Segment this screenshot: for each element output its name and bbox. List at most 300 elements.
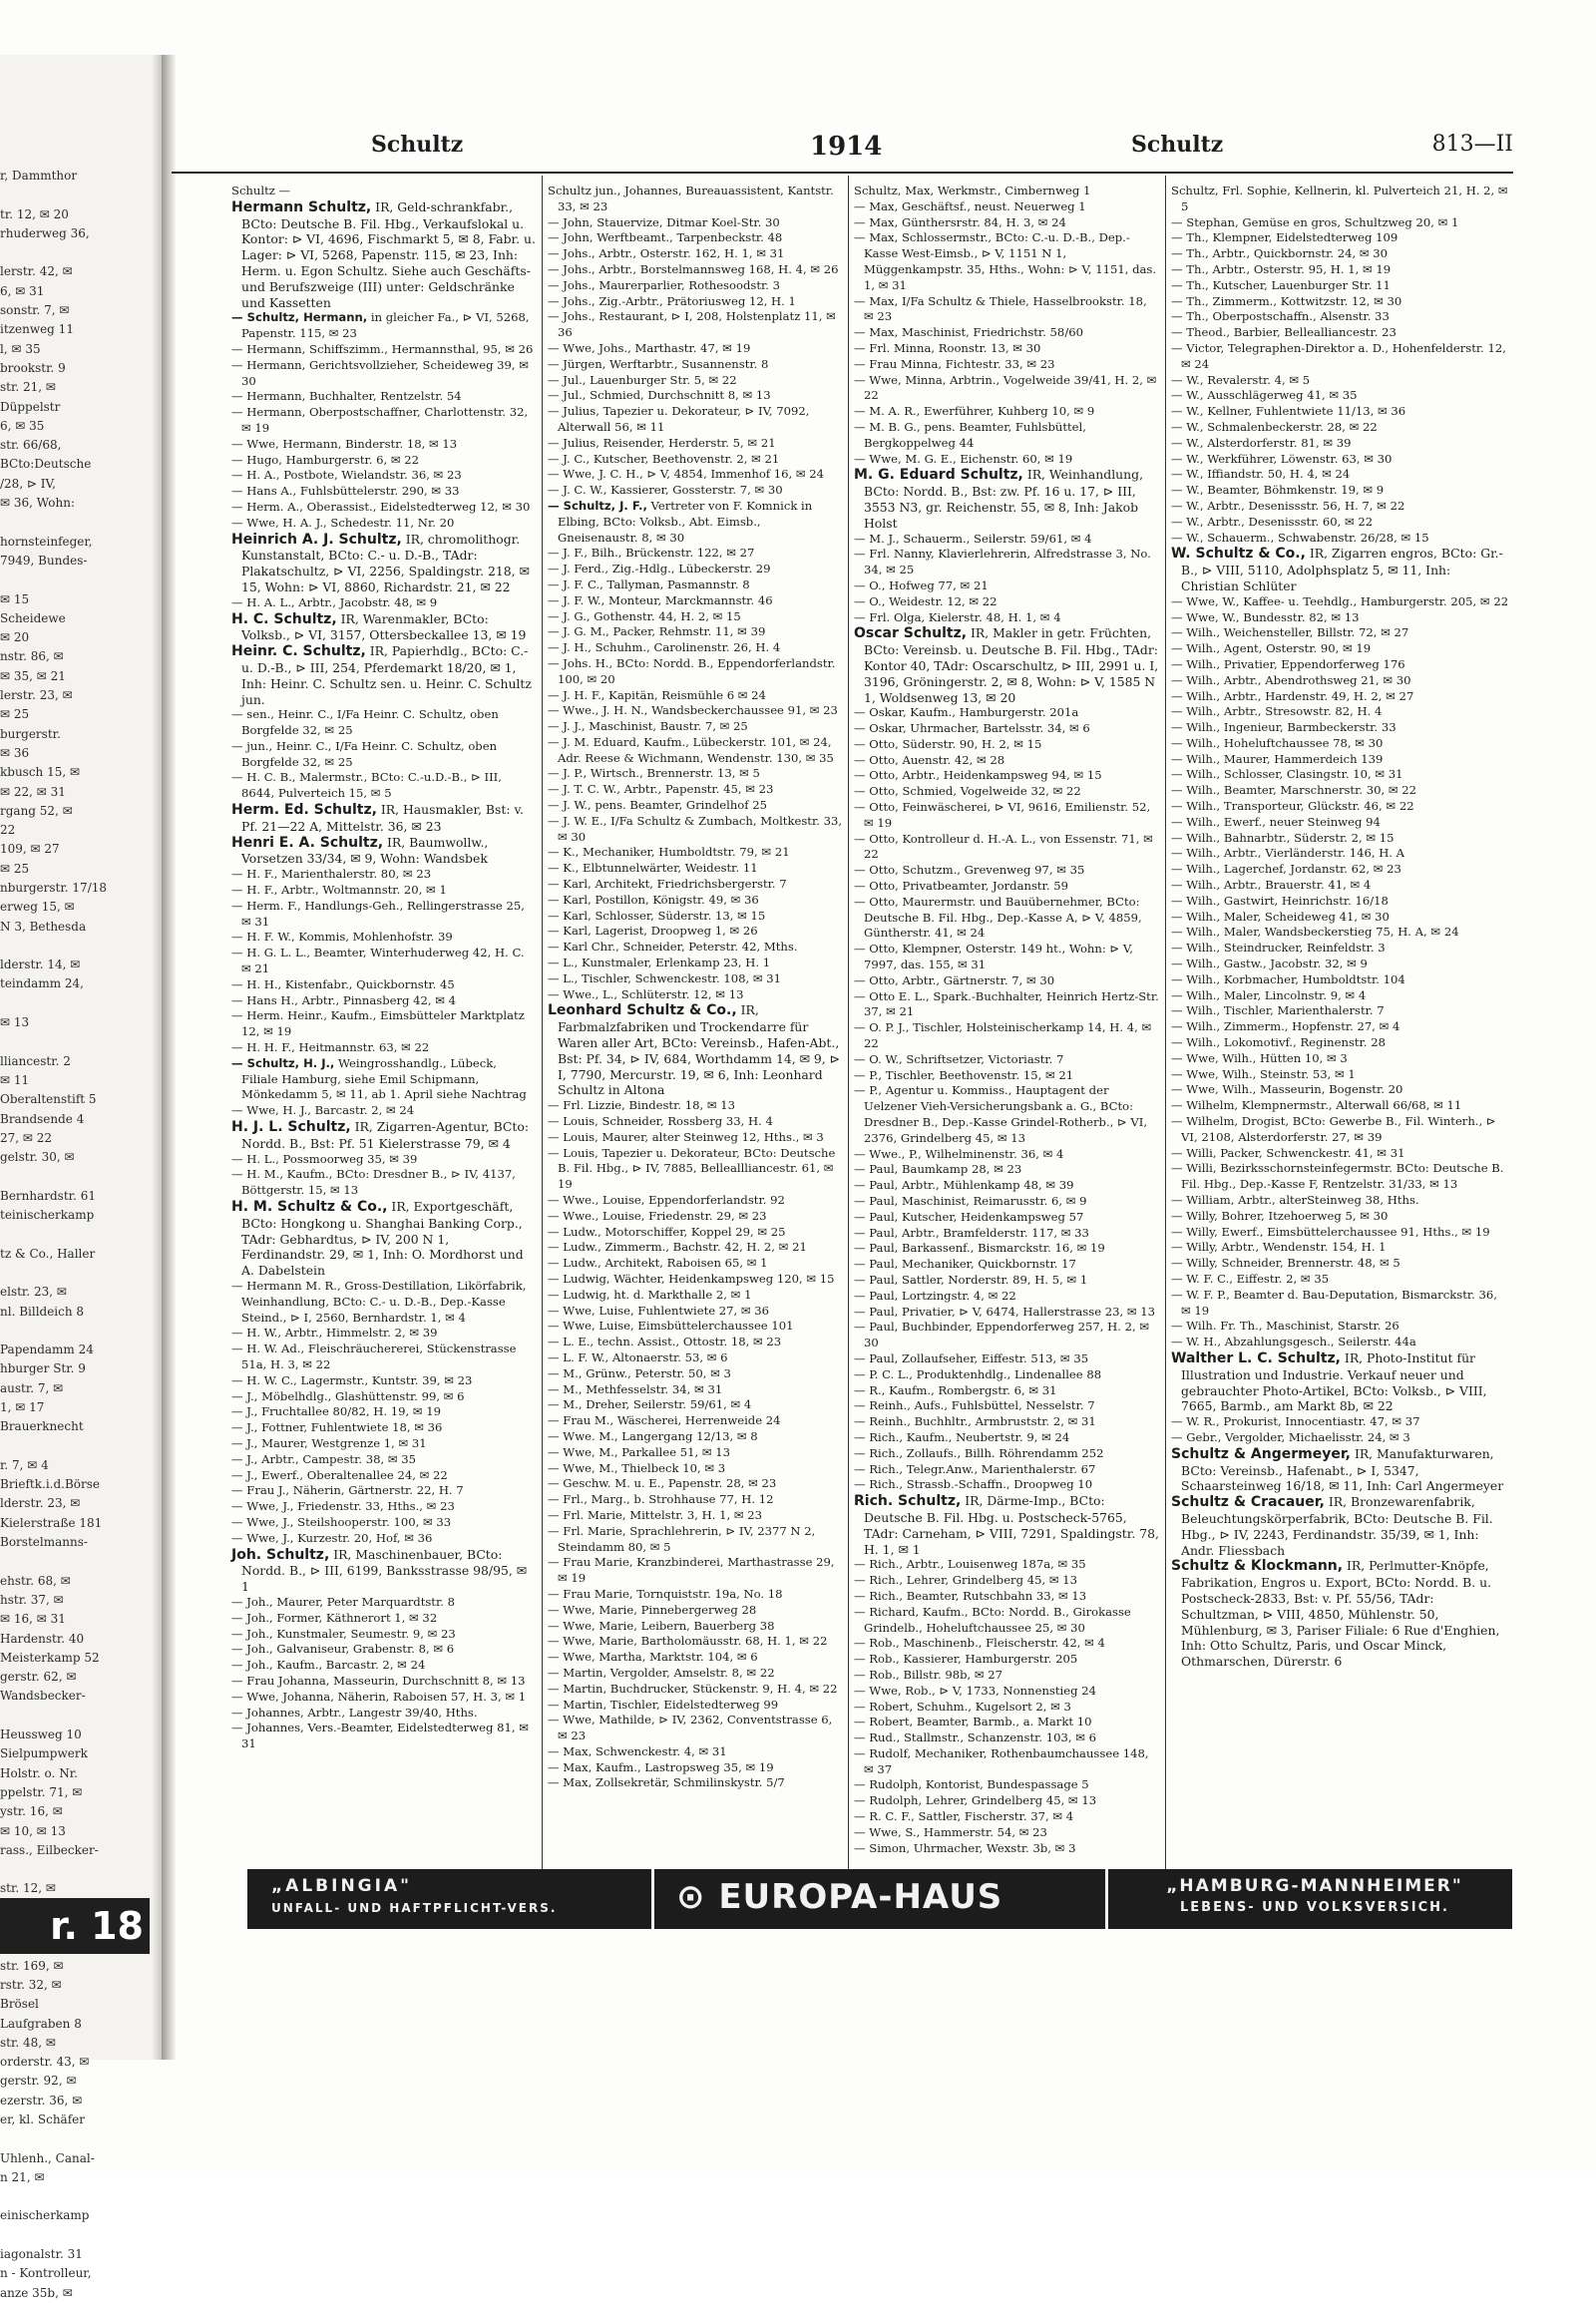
directory-entry: [1171, 1003, 1510, 1019]
directory-entry: [854, 1257, 1159, 1273]
entry-details: — Paul, Lortzingstr. 4, ✉ 22: [854, 1288, 1016, 1303]
entry-details: — J. H. F., Kapitän, Reismühle 6 ✉ 24: [548, 687, 766, 702]
facing-page-line: 7949, Bundes-: [0, 553, 88, 568]
directory-entry: [1171, 1272, 1510, 1288]
entry-details: — Simon, Uhrmacher, Wexstr. 3b, ✉ 3: [854, 1840, 1076, 1855]
entry-details: — W. R., Prokurist, Innocentiastr. 47, ✉ 37: [1171, 1414, 1420, 1429]
entry-details: — Max, Schwenckestr. 4, ✉ 31: [548, 1743, 727, 1758]
directory-entry: [548, 987, 843, 1003]
directory-entry: [854, 989, 1159, 1021]
entry-details: — Ludw., Architekt, Raboisen 65, ✉ 1: [548, 1256, 768, 1271]
directory-entry: [1171, 325, 1510, 341]
directory-entry: [854, 1605, 1159, 1637]
directory-entry: [231, 1056, 536, 1103]
directory-entry: [854, 737, 1159, 753]
directory-entry: [548, 1445, 843, 1461]
entry-details: — M. J., Schauerm., Seilerstr. 59/61, ✉ 4: [854, 531, 1092, 546]
facing-page-line: [0, 2129, 150, 2148]
directory-entry: [854, 1573, 1159, 1589]
directory-entry: [231, 1342, 536, 1373]
directory-entry: [548, 215, 843, 231]
facing-page-line: ✉ 15: [0, 591, 30, 606]
entry-details: — Wilhelm, Drogist, BCto: Gewerbe B., Fil. Winterh., ⊳ VI, 2108, Alsterdorferstr. 27, ✉ 39: [1171, 1114, 1496, 1144]
entry-details: IR, Weinhandlung, BCto: Nordd. B., Bst: zw. Pf. 16 u. 17, ⊳ III, 3553 N3, gr. Reichenstr. 55, ✉ 8, Inh: Jakob Holst: [864, 467, 1144, 531]
directory-entry: [548, 1130, 843, 1146]
facing-page-line: rstr. 32, ✉: [0, 1977, 62, 1992]
facing-page-line: str. 66/68,: [0, 438, 62, 453]
entry-details: — Johs., Maurerparlier, Rothesoodstr. 3: [548, 277, 781, 292]
entry-details: — Wwe, M., Thielbeck 10, ✉ 3: [548, 1460, 726, 1475]
entry-details: — P., Tischler, Beethovenstr. 15, ✉ 21: [854, 1067, 1074, 1082]
entry-details: IR, Zigarren-Agentur, BCto: Nordd. B., Bst: Pf. 51 Kielerstrasse 79, ✉ 4: [241, 1119, 529, 1151]
directory-entry: [1171, 294, 1510, 310]
facing-page-line: Sielpumpwerk: [0, 1746, 88, 1761]
directory-entry: [548, 1775, 843, 1791]
entry-details: IR, Maschinenbauer, BCto: Nordd. B., ⊳ III, 6199, Banksstrasse 98/95, ✉ 1: [241, 1546, 528, 1595]
entry-name: — Schultz, Hermann,: [231, 310, 368, 325]
entry-details: — Wwe., Louise, Friedenstr. 29, ✉ 23: [548, 1208, 767, 1223]
entry-details: — O. W., Schriftsetzer, Victoriastr. 7: [854, 1051, 1064, 1066]
directory-entry: [548, 1555, 843, 1587]
entry-details: — Otto, Schutzm., Grevenweg 97, ✉ 35: [854, 863, 1085, 878]
directory-entry: [854, 1305, 1159, 1321]
europa-haus-ad: ⊙ EUROPA-HAUS: [676, 1877, 1003, 1917]
directory-entry: [1171, 1414, 1510, 1430]
entry-details: — Joh., Galvaniseur, Grabenstr. 8, ✉ 6: [231, 1642, 455, 1657]
directory-entry: [1171, 657, 1510, 673]
directory-entry: [548, 766, 843, 782]
entry-details: — Wilhelm, Klempnermstr., Alterwall 66/68, ✉ 11: [1171, 1098, 1462, 1113]
entry-details: — P. C. L., Produktenhdlg., Lindenallee 88: [854, 1366, 1102, 1381]
directory-entry: [854, 404, 1159, 420]
directory-entry: [231, 1199, 536, 1279]
entry-details: — Rich., Arbtr., Louisenweg 187a, ✉ 35: [854, 1557, 1086, 1572]
directory-entry: [548, 1382, 843, 1398]
entry-details: — Otto E. L., Spark.-Buchhalter, Heinrich Hertz-Str. 37, ✉ 21: [854, 988, 1159, 1019]
directory-entry: [854, 452, 1159, 468]
entry-details: — Wwe, Martha, Marktstr. 104, ✉ 6: [548, 1650, 758, 1665]
facing-page-line: einischerkamp: [0, 2208, 90, 2223]
entry-details: — Wilh., Maler, Scheideweg 41, ✉ 30: [1171, 909, 1390, 924]
entry-details: — Rudolph, Lehrer, Grindelberg 45, ✉ 13: [854, 1793, 1097, 1808]
directory-entry: [548, 184, 843, 215]
directory-entry: [854, 199, 1159, 215]
directory-entry: [1171, 625, 1510, 641]
entry-details: IR, Exportgeschäft, BCto: Hongkong u. Shanghai Banking Corp., TAdr: Gebhardtus, ⊳ IV, 200 N 1, Ferdinandstr. 29, ✉ 1, Inh: O. Mordhorst und A. Dabelstein: [241, 1199, 524, 1279]
entry-details: — Frau J., Näherin, Gärtnerstr. 22, H. 7: [231, 1483, 464, 1498]
directory-entry: [548, 1666, 843, 1682]
entry-details: — Wilh., Bahnarbtr., Süderstr. 2, ✉ 15: [1171, 830, 1395, 845]
facing-page-line: ✉ 36, Wohn:: [0, 496, 76, 511]
entry-name: H. M. Schultz & Co.,: [231, 1199, 388, 1215]
entry-details: — Ludwig, Wächter, Heidenkampsweg 120, ✉ 15: [548, 1271, 835, 1286]
entry-details: — Frau M., Wäscherei, Herrenweide 24: [548, 1413, 781, 1428]
entry-details: IR, Baumwollw., Vorsetzen 33/34, ✉ 9, Wohn: Wandsbek: [241, 834, 489, 867]
directory-entry: [548, 1461, 843, 1477]
directory-entry: [231, 643, 536, 707]
directory-entry: [548, 1225, 843, 1241]
directory-entry: [854, 1226, 1159, 1242]
entry-details: — Wilh., Beamter, Marschnerstr. 30, ✉ 22: [1171, 783, 1417, 798]
facing-page-line: erweg 15, ✉: [0, 900, 75, 915]
directory-entry: [1171, 767, 1510, 783]
facing-page-line: tz & Co., Haller: [0, 1246, 96, 1261]
directory-column-3: [854, 184, 1159, 1859]
facing-page-line: ✉ 25: [0, 861, 30, 876]
directory-entry: [1171, 894, 1510, 910]
page-number: 813—II: [1431, 132, 1513, 157]
header-year: 1914: [810, 132, 883, 162]
entry-details: — Joh., Kaufm., Barcastr. 2, ✉ 24: [231, 1658, 426, 1673]
facing-page-line: iagonalstr. 31: [0, 2247, 83, 2262]
entry-details: — Max, Maschinist, Friedrichstr. 58/60: [854, 325, 1083, 340]
entry-details: — J. F., Bilh., Brückenstr. 122, ✉ 27: [548, 546, 755, 561]
entry-details: — Otto, Feinwäscherei, ⊳ VI, 9616, Emilienstr. 52, ✉ 19: [854, 800, 1151, 830]
entry-details: — J., Ewerf., Oberaltenallee 24, ✉ 22: [231, 1467, 448, 1482]
facing-page-line: Brieftk.i.d.Börse: [0, 1477, 101, 1492]
directory-entry: [1171, 1161, 1510, 1193]
entry-details: — Frl. Marie, Mittelstr. 3, H. 1, ✉ 23: [548, 1507, 763, 1522]
entry-name: Heinrich A. J. Schultz,: [231, 531, 402, 548]
entry-details: — Willy, Bohrer, Itzehoerweg 5, ✉ 30: [1171, 1208, 1389, 1223]
entry-details: — J. W., pens. Beamter, Grindelhof 25: [548, 798, 768, 813]
directory-entry: [1171, 720, 1510, 736]
facing-page-line: 22: [0, 823, 16, 838]
directory-entry: [548, 546, 843, 562]
directory-entry: [854, 1289, 1159, 1305]
directory-entry: [1171, 1288, 1510, 1320]
facing-page-line: lderstr. 14, ✉: [0, 958, 81, 972]
directory-entry: [854, 184, 1159, 199]
directory-entry: [1171, 1256, 1510, 1272]
directory-entry: [548, 309, 843, 341]
entry-details: — Wwe, Johanna, Näherin, Raboisen 57, H. 3, ✉ 1: [231, 1689, 527, 1704]
directory-entry: [231, 1690, 536, 1706]
directory-entry: [548, 1002, 843, 1098]
facing-page-line: Bernhardstr. 61: [0, 1188, 96, 1203]
entry-details: — Wilh., Transporteur, Glückstr. 46, ✉ 22: [1171, 799, 1414, 814]
directory-entry: [548, 562, 843, 577]
directory-entry: [548, 1272, 843, 1288]
facing-page-line: Brösel: [0, 1997, 39, 2012]
directory-entry: [548, 814, 843, 846]
entry-name: — Schultz, H. J.,: [231, 1055, 335, 1070]
entry-details: — W. H., Abzahlungsgesch., Seilerstr. 44a: [1171, 1335, 1416, 1349]
entry-details: — Wwe, Minna, Arbtrin., Vogelweide 39/41, H. 2, ✉ 22: [854, 372, 1157, 403]
column-rule: [1165, 176, 1166, 1871]
facing-page-line: teindamm 24,: [0, 976, 84, 991]
facing-page-line: ✉ 36: [0, 745, 30, 760]
directory-entry: [1171, 1240, 1510, 1256]
directory-entry: [854, 294, 1159, 326]
facing-page-line: str. 12, ✉: [0, 1881, 56, 1896]
entry-details: — L. F. W., Altonaerstr. 53, ✉ 6: [548, 1349, 728, 1364]
directory-entry: [1171, 1350, 1510, 1414]
directory-entry: [548, 1429, 843, 1445]
column-rule: [542, 176, 543, 1871]
albingia-ad: [271, 1875, 600, 1919]
entry-details: — Th., Klempner, Eidelstedterweg 109: [1171, 230, 1398, 245]
entry-name: Walther L. C. Schultz,: [1171, 1349, 1341, 1366]
facing-page-line: brookstr. 9: [0, 360, 66, 375]
entry-details: — Wilh., Weichensteller, Billstr. 72, ✉ 27: [1171, 625, 1409, 640]
directory-entry: [1171, 815, 1510, 831]
entry-details: — O. P. J., Tischler, Holsteinischerkamp 14, H. 4, ✉ 22: [854, 1020, 1152, 1051]
entry-details: — Wilh., Agent, Osterstr. 90, ✉ 19: [1171, 641, 1372, 656]
facing-page-line: ppelstr. 71, ✉: [0, 1784, 83, 1799]
directory-entry: [854, 1652, 1159, 1668]
entry-name: Henri E. A. Schultz,: [231, 834, 384, 851]
directory-entry: [854, 721, 1159, 737]
entry-details: — Rudolph, Kontorist, Bundespassage 5: [854, 1777, 1089, 1792]
entry-details: IR, Makler in getr. Früchten, BCto: Vereinsb. u. Deutsche B. Fil. Hbg., TAdr: Kontor 40, TAdr: Oscarschultz, ⊳ III, 2991 u. I, 3196, Gröningerstr. 2, ✉ 8, Wohn: ⊳ V, 1585 N 1, Woldsenweg 13, ✉ 20: [864, 625, 1159, 705]
entry-details: — Julius, Tapezier u. Dekorateur, ⊳ IV, 7092, Alterwall 56, ✉ 11: [548, 404, 810, 434]
facing-page-line: [0, 1860, 150, 1879]
directory-entry: [854, 705, 1159, 721]
facing-page-line: er, kl. Schäfer: [0, 2111, 85, 2126]
directory-entry: [231, 1499, 536, 1515]
directory-entry: [1171, 799, 1510, 815]
entry-details: — W. F. P., Beamter d. Bau-Deputation, Bismarckstr. 36, ✉ 19: [1171, 1287, 1497, 1318]
entry-details: — Karl, Architekt, Friedrichsbergerstr. 7: [548, 877, 787, 892]
entry-details: — Wilh., Ingenieur, Barmbeckerstr. 33: [1171, 720, 1396, 735]
entry-name: Herm. Ed. Schultz,: [231, 802, 377, 819]
entry-details: — W., Schmalenbeckerstr. 28, ✉ 22: [1171, 419, 1378, 434]
entry-details: — Wilh., Arbtr., Abendrothsweg 21, ✉ 30: [1171, 672, 1411, 687]
entry-details: — J., Arbtr., Campestr. 38, ✉ 35: [231, 1451, 416, 1466]
directory-entry: [548, 1492, 843, 1508]
directory-entry: [854, 1715, 1159, 1730]
entry-details: — Johs., Zig.-Arbtr., Prätoriusweg 12, H. 1: [548, 293, 796, 308]
entry-details: — Wwe, Hermann, Binderstr. 18, ✉ 13: [231, 436, 458, 451]
directory-entry: [854, 1398, 1159, 1414]
facing-page-line: /28, ⊳ IV,: [0, 476, 56, 491]
directory-entry: [231, 484, 536, 500]
directory-entry: [548, 688, 843, 704]
facing-page-line: 6, ✉ 35: [0, 418, 45, 433]
entry-details: — W., Werkführer, Löwenstr. 63, ✉ 30: [1171, 451, 1393, 466]
facing-page-line: lliancestr. 2: [0, 1053, 71, 1068]
facing-page-line: [0, 571, 150, 589]
entry-details: — W. F. C., Eiffestr. 2, ✉ 35: [1171, 1271, 1330, 1286]
directory-entry: [854, 1083, 1159, 1146]
entry-details: — Wwe, Mathilde, ⊳ IV, 2362, Conventstrasse 6, ✉ 23: [548, 1713, 833, 1743]
directory-entry: [1171, 783, 1510, 799]
entry-details: — Herm. Heinr., Kaufm., Eimsbütteler Marktplatz 12, ✉ 19: [231, 1008, 525, 1039]
directory-entry: [548, 1350, 843, 1366]
entry-details: — W., Schauerm., Schwabenstr. 26/28, ✉ 15: [1171, 530, 1429, 545]
facing-page-line: anze 35b, ✉: [0, 2285, 73, 2300]
entry-details: — Julius, Reisender, Herderstr. 5, ✉ 21: [548, 435, 776, 450]
entry-details: — W., Kellner, Fuhlentwiete 11/13, ✉ 36: [1171, 404, 1406, 419]
entry-details: — Rich., Lehrer, Grindelberg 45, ✉ 13: [854, 1573, 1077, 1588]
entry-details: — Geschw. M. u. E., Papenstr. 28, ✉ 23: [548, 1476, 777, 1491]
entry-details: — Karl, Postillon, Königstr. 49, ✉ 36: [548, 892, 759, 907]
entry-details: — J. M. Eduard, Kaufm., Lübeckerstr. 101, ✉ 24, Adr. Reese & Wichmann, Wendenstr. 130, ✉ 35: [548, 734, 834, 765]
directory-entry: [548, 1524, 843, 1556]
facing-page-line: [0, 1437, 150, 1456]
directory-entry: [548, 1760, 843, 1776]
directory-entry: [854, 1194, 1159, 1210]
entry-details: — Otto, Arbtr., Heidenkampsweg 94, ✉ 15: [854, 768, 1102, 783]
entry-details: — Wilh., Lokomotivf., Reginenstr. 28: [1171, 1035, 1386, 1050]
directory-entry: [231, 611, 536, 644]
directory-entry: [548, 1476, 843, 1492]
entry-details: — Wilh., Maurer, Hammerdeich 139: [1171, 751, 1384, 766]
entry-details: — H. W., Arbtr., Himmelstr. 2, ✉ 39: [231, 1326, 438, 1341]
entry-details: — Jürgen, Werftarbtr., Susannenstr. 8: [548, 356, 769, 371]
entry-details: — Wwe, Marie, Bartholomäusstr. 68, H. 1, ✉ 22: [548, 1634, 828, 1649]
directory-entry: [548, 845, 843, 861]
directory-entry: [1171, 1067, 1510, 1083]
directory-entry: [548, 624, 843, 640]
directory-entry: [854, 1020, 1159, 1052]
directory-entry: [548, 1713, 843, 1744]
entry-details: — Th., Kutscher, Lauenburger Str. 11: [1171, 277, 1391, 292]
directory-entry: [548, 278, 843, 294]
entry-name: Joh. Schultz,: [231, 1546, 330, 1563]
directory-entry: [548, 483, 843, 499]
directory-entry: [231, 1152, 536, 1168]
entry-details: — H. G. L. L., Beamter, Winterhuderweg 42, H. C. ✉ 21: [231, 946, 525, 976]
facing-page-line: austr. 7, ✉: [0, 1380, 64, 1395]
entry-details: — H. L., Possmoorweg 35, ✉ 39: [231, 1151, 418, 1166]
entry-details: — William, Arbtr., alterSteinweg 38, Hths.: [1171, 1193, 1419, 1207]
entry-name: Rich. Schultz,: [854, 1493, 962, 1510]
entry-details: — Wwe, J., Friedenstr. 33, Hths., ✉ 23: [231, 1499, 455, 1514]
entry-details: — J. F. C., Tallyman, Pasmannstr. 8: [548, 576, 750, 591]
page-header: [172, 126, 1513, 174]
entry-details: — Hans H., Arbtr., Pinnasberg 42, ✉ 4: [231, 992, 457, 1007]
directory-entry: [548, 1240, 843, 1256]
directory-entry: [548, 719, 843, 735]
entry-details: — Wwe., J. H. N., Wandsbeckerchaussee 91, ✉ 23: [548, 703, 838, 718]
entry-details: IR, Perlmutter-Knöpfe, Fabrikation, Engros u. Export, BCto: Nordd. B. u. Postscheck-2833, Bst: v. Pf. 55/56, TAdr: Schultzman, ⊳ VIII, 4850, Mühlenstr. 50, Mühlenburg, ✉ 3, Pariser Filiale: 6 Rue d'Enghien, Inh: Otto Schultz, Paris, und Oscar Minck, Othmarschen, Dürerstr. 6: [1181, 1558, 1500, 1670]
entry-details: — W., Iffiandstr. 50, H. 4, ✉ 24: [1171, 467, 1351, 482]
facing-page-line: [0, 186, 150, 204]
facing-page-line: [0, 1167, 150, 1186]
entry-details: — Willi, Bezirksschornsteinfegermstr. BCto: Deutsche B. Fil. Hbg., Dep.-Kasse F, Rentzelstr. 31/33, ✉ 13: [1171, 1161, 1504, 1192]
entry-details: — Paul, Sattler, Norderstr. 89, H. 5, ✉ 1: [854, 1272, 1088, 1287]
directory-entry: [854, 784, 1159, 800]
entry-details: — Wilh., Privatier, Eppendorferweg 176: [1171, 656, 1405, 671]
facing-page-line: [0, 513, 150, 532]
entry-details: — W., Ausschlägerweg 41, ✉ 35: [1171, 388, 1358, 403]
directory-entry: [548, 1650, 843, 1666]
directory-entry: [854, 1636, 1159, 1652]
entry-details: — H. A., Postbote, Wielandstr. 36, ✉ 23: [231, 468, 462, 483]
entry-details: — J., Möbelhdlg., Glashüttenstr. 99, ✉ 6: [231, 1388, 465, 1403]
directory-entry: [231, 1420, 536, 1436]
directory-entry: [548, 1366, 843, 1382]
directory-entry: [548, 1619, 843, 1635]
entry-details: — Wwe, Wilh., Steinstr. 53, ✉ 1: [1171, 1066, 1356, 1081]
directory-entry: [548, 262, 843, 278]
entry-details: — Herm. A., Oberassist., Eidelstedterweg 12, ✉ 30: [231, 499, 531, 514]
directory-entry: [231, 532, 536, 595]
facing-page-line: ehstr. 68, ✉: [0, 1573, 71, 1588]
facing-page-line: ✉ 11: [0, 1072, 30, 1087]
facing-page-line: [0, 994, 150, 1013]
facing-page-line: ✉ 25: [0, 707, 30, 722]
entry-details: — Frau Johanna, Masseurin, Durchschnitt 8, ✉ 13: [231, 1673, 526, 1688]
entry-details: IR, Manufakturwaren, BCto: Vereinsb., Hafenabt., ⊳ I, 5347, Schaarsteinweg 16/18, ✉ 11, Inh: Carl Angermeyer: [1181, 1445, 1504, 1494]
entry-name: Hermann Schultz,: [231, 198, 372, 215]
directory-entry: [1171, 499, 1510, 515]
directory-entry: [854, 800, 1159, 832]
directory-entry: [854, 357, 1159, 373]
directory-entry: [1171, 1319, 1510, 1335]
entry-details: — Frl. Minna, Roonstr. 13, ✉ 30: [854, 340, 1041, 355]
ad-divider: [651, 1869, 654, 1929]
directory-entry: [1171, 910, 1510, 926]
entry-details: — Wwe, Luise, Fuhlentwiete 27, ✉ 36: [548, 1303, 770, 1318]
entry-details: — Martin, Vergolder, Amselstr. 8, ✉ 22: [548, 1665, 775, 1680]
entry-details: — Hermann, Oberpostschaffner, Charlottenstr. 32, ✉ 19: [231, 405, 529, 435]
directory-entry: [548, 909, 843, 925]
directory-entry: [548, 1682, 843, 1698]
entry-details: — Wwe., L., Schlüterstr. 12, ✉ 13: [548, 986, 744, 1001]
directory-entry: [231, 1595, 536, 1611]
directory-entry: [231, 977, 536, 993]
directory-entry: [548, 1397, 843, 1413]
entry-details: IR, Zigarren engros, BCto: Gr.-B., ⊳ VIII, 5110, Adolphsplatz 5, ✉ 11, Inh: Christian Schlüter: [1181, 546, 1503, 593]
entry-name: Schultz & Cracauer,: [1171, 1494, 1325, 1511]
entry-name: M. G. Eduard Schultz,: [854, 467, 1023, 484]
directory-entry: [854, 1477, 1159, 1493]
directory-entry: [1171, 1446, 1510, 1494]
directory-entry: [1171, 1051, 1510, 1067]
entry-details: — J. G. M., Packer, Rehmstr. 11, ✉ 39: [548, 624, 766, 639]
directory-entry: [854, 1841, 1159, 1857]
entry-details: — M. B. G., pens. Beamter, Fuhlsbüttel, Bergkoppelweg 44: [854, 419, 1086, 450]
entry-details: — Joh., Former, Käthnerort 1, ✉ 32: [231, 1610, 438, 1625]
header-right-name: Schultz: [1131, 132, 1224, 158]
facing-page-line: Scheidewe: [0, 610, 66, 625]
entry-name: Leonhard Schultz & Co.,: [548, 1002, 737, 1019]
facing-page-line: Brandsende 4: [0, 1111, 85, 1126]
entry-details: — W., Revalerstr. 4, ✉ 5: [1171, 372, 1311, 387]
entry-details: — H. W. Ad., Fleischräuchererei, Stückenstrasse 51a, H. 3, ✉ 22: [231, 1342, 517, 1371]
directory-entry: [231, 437, 536, 453]
directory-entry: [231, 899, 536, 931]
entry-details: — Th., Oberpostschaffn., Alsenstr. 33: [1171, 309, 1390, 324]
entry-details: IR, Bronzewarenfabrik, Beleuchtungskörperfabrik, BCto: Deutsche B. Fil. Hbg., ⊳ IV, 2243, Ferdinandstr. 35/39, ✉ 1, Inh: Andr. Fliessbach: [1181, 1494, 1493, 1558]
facing-page-line: lerstr. 23, ✉: [0, 688, 73, 703]
directory-entry: [231, 993, 536, 1009]
directory-entry: [548, 1114, 843, 1130]
entry-details: — Otto, Kontrolleur d. H.-A. L., von Essenstr. 71, ✉ 22: [854, 831, 1153, 862]
directory-entry: [854, 1351, 1159, 1367]
entry-details: — H. F. W., Kommis, Mohlenhofstr. 39: [231, 930, 453, 945]
directory-entry: [854, 1273, 1159, 1289]
directory-entry: [548, 924, 843, 940]
entry-details: — Martin, Buchdrucker, Stückenstr. 9, H. 4, ✉ 22: [548, 1681, 838, 1696]
entry-name: — Schultz, J. F.,: [548, 498, 647, 513]
facing-page-line: ystr. 16, ✉: [0, 1804, 63, 1819]
directory-entry: [1171, 1558, 1510, 1670]
entry-details: — Ludw., Zimmerm., Bachstr. 42, H. 2, ✉ 21: [548, 1240, 807, 1255]
directory-column-2: [548, 184, 843, 1859]
directory-entry: [231, 1389, 536, 1405]
entry-details: — M., Grünw., Peterstr. 50, ✉ 3: [548, 1365, 731, 1380]
entry-details: — J. P., Wirtsch., Brennerstr. 13, ✉ 5: [548, 766, 760, 781]
entry-details: — Johs., Arbtr., Borstelmannsweg 168, H. 4, ✉ 26: [548, 261, 839, 276]
facing-page-line: [0, 1552, 150, 1571]
directory-entry: [231, 739, 536, 771]
directory-entry: [854, 832, 1159, 864]
facing-page-line: rhuderweg 36,: [0, 225, 90, 240]
